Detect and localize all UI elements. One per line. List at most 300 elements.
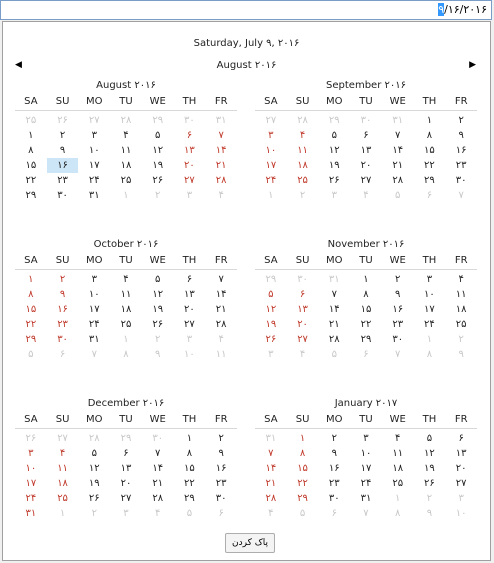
day-cell-other-month[interactable]: ۶ bbox=[218, 508, 224, 519]
day-cell[interactable]: ۲۴ bbox=[265, 175, 277, 186]
day-cell[interactable]: ۲ bbox=[59, 274, 66, 285]
day-cell[interactable]: ۱۹ bbox=[424, 463, 435, 474]
day-cell[interactable]: ۳۱ bbox=[88, 190, 100, 201]
day-cell[interactable]: ۱۰ bbox=[88, 289, 100, 300]
current-month-label[interactable]: August ۲۰۱۶ bbox=[216, 60, 277, 71]
date-input-selected-part: ۹ bbox=[438, 3, 445, 16]
day-cell[interactable]: ۲۳ bbox=[57, 319, 68, 330]
month-title: August ۲۰۱۶ bbox=[96, 80, 156, 91]
day-cell[interactable]: ۱۶ bbox=[455, 145, 467, 156]
day-cell[interactable]: ۳۱ bbox=[25, 508, 37, 519]
day-cell[interactable]: ۱۷ bbox=[88, 304, 100, 315]
day-cell[interactable]: ۲۲ bbox=[297, 478, 308, 489]
day-cell[interactable]: ۱۵ bbox=[25, 160, 37, 171]
day-cell-other-month[interactable]: ۶ bbox=[331, 508, 337, 519]
day-cell[interactable]: ۴ bbox=[458, 274, 464, 285]
day-cell[interactable]: ۸ bbox=[363, 289, 369, 300]
day-cell-other-month[interactable]: ۱۰ bbox=[455, 508, 467, 519]
day-cell-other-month[interactable]: ۳۰ bbox=[360, 115, 372, 126]
weekday-label: WE bbox=[389, 96, 406, 107]
day-cell[interactable]: ۲۹ bbox=[25, 190, 37, 201]
day-cell[interactable]: ۲۱ bbox=[392, 160, 404, 171]
weekday-label: SA bbox=[264, 255, 278, 266]
day-cell-selected[interactable]: ۱۶ bbox=[47, 158, 79, 173]
day-cell[interactable]: ۱۲ bbox=[265, 304, 277, 315]
day-cell-other-month[interactable]: ۳ bbox=[268, 349, 274, 360]
day-cell[interactable]: ۳۰ bbox=[455, 175, 467, 186]
day-cell[interactable]: ۲۱ bbox=[152, 478, 164, 489]
day-cell[interactable]: ۲۷ bbox=[297, 334, 308, 345]
day-cell[interactable]: ۱۱ bbox=[120, 145, 132, 156]
day-cell[interactable]: ۲۵ bbox=[57, 493, 68, 504]
day-cell-other-month[interactable]: ۲۸ bbox=[120, 115, 132, 126]
day-cell[interactable]: ۱۰ bbox=[88, 145, 100, 156]
day-cell[interactable]: ۲۱ bbox=[215, 304, 227, 315]
day-cell[interactable]: ۲۹ bbox=[184, 493, 195, 504]
day-cell-other-month[interactable]: ۳ bbox=[458, 493, 464, 504]
day-cell[interactable]: ۱۷ bbox=[265, 160, 277, 171]
day-cell[interactable]: ۲۵ bbox=[297, 175, 308, 186]
day-cell[interactable]: ۲۴ bbox=[424, 319, 435, 330]
weekday-label: SU bbox=[55, 414, 70, 425]
day-cell[interactable]: ۲۵ bbox=[392, 478, 404, 489]
day-cell[interactable]: ۲۲ bbox=[184, 478, 195, 489]
day-cell[interactable]: ۲۵ bbox=[120, 319, 132, 330]
day-cell-other-month[interactable]: ۱ bbox=[123, 334, 129, 345]
day-cell-other-month[interactable]: ۶ bbox=[426, 190, 433, 201]
day-cell[interactable]: ۱۳ bbox=[455, 448, 467, 459]
day-cell[interactable]: ۱۵ bbox=[360, 304, 372, 315]
day-cell[interactable]: ۲۲ bbox=[25, 319, 37, 330]
day-cell[interactable]: ۱۴ bbox=[328, 304, 340, 315]
day-cell-other-month[interactable]: ۲۹ bbox=[265, 274, 277, 285]
day-cell[interactable]: ۷ bbox=[268, 448, 274, 459]
day-cell[interactable]: ۲۱ bbox=[328, 319, 340, 330]
day-cell[interactable]: ۲۵ bbox=[455, 319, 467, 330]
day-cell[interactable]: ۱۲ bbox=[328, 145, 340, 156]
day-cell[interactable]: ۲۰ bbox=[455, 463, 467, 474]
day-cell-other-month[interactable]: ۳۰ bbox=[297, 274, 308, 285]
day-cell-other-month[interactable]: ۲ bbox=[426, 493, 433, 504]
day-cell-other-month[interactable]: ۲۸ bbox=[88, 433, 100, 444]
day-cell[interactable]: ۱۸ bbox=[120, 304, 132, 315]
day-cell[interactable]: ۲۸ bbox=[215, 319, 227, 330]
weekday-label: FR bbox=[454, 414, 468, 425]
weekday-label: SU bbox=[295, 255, 310, 266]
day-cell-other-month[interactable]: ۷ bbox=[91, 349, 97, 360]
day-cell[interactable]: ۲ bbox=[331, 433, 337, 444]
weekday-label: TU bbox=[359, 96, 373, 107]
day-cell[interactable]: ۸ bbox=[28, 145, 34, 156]
day-cell[interactable]: ۱۶ bbox=[328, 463, 340, 474]
day-cell[interactable]: ۲۶ bbox=[152, 175, 164, 186]
day-cell[interactable]: ۲۶ bbox=[328, 175, 340, 186]
day-cell-other-month[interactable]: ۳ bbox=[123, 508, 129, 519]
weekday-label: SU bbox=[55, 96, 70, 107]
day-cell-other-month[interactable]: ۲۷ bbox=[88, 115, 100, 126]
day-cell[interactable]: ۳ bbox=[91, 130, 97, 141]
day-cell[interactable]: ۶ bbox=[186, 130, 193, 141]
day-cell[interactable]: ۹ bbox=[395, 289, 401, 300]
day-cell-other-month[interactable]: ۳۱ bbox=[215, 115, 227, 126]
day-cell[interactable]: ۲۰ bbox=[184, 160, 195, 171]
day-cell[interactable]: ۲۴ bbox=[88, 319, 100, 330]
day-cell[interactable]: ۷ bbox=[395, 130, 401, 141]
day-cell[interactable]: ۱۶ bbox=[57, 304, 68, 315]
day-cell[interactable]: ۹ bbox=[59, 289, 66, 300]
day-cell-other-month[interactable]: ۴ bbox=[363, 190, 369, 201]
day-cell-other-month[interactable]: ۲۷ bbox=[57, 433, 68, 444]
day-cell[interactable]: ۵ bbox=[331, 130, 337, 141]
day-cell-other-month[interactable]: ۳ bbox=[186, 334, 193, 345]
day-cell[interactable]: ۱ bbox=[426, 115, 433, 126]
day-cell-other-month[interactable]: ۲۵ bbox=[25, 115, 37, 126]
day-cell[interactable]: ۱۷ bbox=[360, 463, 372, 474]
day-cell[interactable]: ۲۵ bbox=[120, 175, 132, 186]
day-cell-other-month[interactable]: ۱۱ bbox=[215, 349, 227, 360]
day-cell[interactable]: ۴ bbox=[123, 130, 129, 141]
day-cell[interactable]: ۳۱ bbox=[88, 334, 100, 345]
weekday-label: SA bbox=[24, 255, 38, 266]
month-panel-october-2016 bbox=[15, 237, 237, 377]
day-cell[interactable]: ۲۳ bbox=[392, 319, 404, 330]
day-cell[interactable]: ۲۸ bbox=[265, 493, 277, 504]
day-cell[interactable]: ۱۴ bbox=[215, 145, 227, 156]
day-cell[interactable]: ۱۴ bbox=[392, 145, 404, 156]
day-cell-other-month[interactable]: ۵ bbox=[299, 508, 306, 519]
day-cell[interactable]: ۲۸ bbox=[328, 334, 340, 345]
day-cell-other-month[interactable]: ۴ bbox=[268, 508, 274, 519]
day-cell-other-month[interactable]: ۴ bbox=[299, 349, 306, 360]
day-grid bbox=[15, 272, 237, 362]
day-cell-other-month[interactable]: ۱ bbox=[268, 190, 274, 201]
weekday-label: SA bbox=[264, 96, 278, 107]
weekday-label: TH bbox=[182, 255, 197, 266]
day-cell[interactable]: ۱۵ bbox=[25, 304, 37, 315]
weekday-label: WE bbox=[149, 96, 166, 107]
day-cell[interactable]: ۱۴ bbox=[215, 289, 227, 300]
day-cell[interactable]: ۱۸ bbox=[57, 478, 68, 489]
day-cell[interactable]: ۱۰ bbox=[424, 289, 435, 300]
day-cell[interactable]: ۲۰ bbox=[184, 304, 195, 315]
day-cell-other-month[interactable]: ۲۶ bbox=[57, 115, 68, 126]
weekday-label: SU bbox=[295, 414, 310, 425]
day-grid bbox=[255, 431, 477, 521]
day-cell[interactable]: ۱۹ bbox=[152, 304, 164, 315]
month-panel-august-2016 bbox=[15, 78, 237, 218]
day-cell[interactable]: ۳ bbox=[363, 433, 369, 444]
day-cell-other-month[interactable]: ۶ bbox=[363, 349, 369, 360]
day-cell[interactable]: ۱ bbox=[363, 274, 369, 285]
day-cell-other-month[interactable]: ۵ bbox=[395, 190, 401, 201]
day-cell-other-month[interactable]: ۲ bbox=[91, 508, 97, 519]
day-cell[interactable]: ۵ bbox=[155, 274, 161, 285]
day-cell[interactable]: ۴ bbox=[59, 448, 66, 459]
day-cell[interactable]: ۲۶ bbox=[152, 319, 164, 330]
day-cell[interactable]: ۱ bbox=[186, 433, 193, 444]
day-cell[interactable]: ۱۵ bbox=[297, 463, 308, 474]
day-cell[interactable]: ۳۰ bbox=[328, 493, 340, 504]
day-cell[interactable]: ۲۲ bbox=[25, 175, 37, 186]
day-cell[interactable]: ۲۰ bbox=[120, 478, 132, 489]
day-cell[interactable]: ۴ bbox=[395, 433, 401, 444]
weekday-label: MO bbox=[86, 414, 103, 425]
day-cell[interactable]: ۲ bbox=[458, 115, 464, 126]
day-cell-other-month[interactable]: ۵ bbox=[331, 349, 337, 360]
day-cell[interactable]: ۱۰ bbox=[265, 145, 277, 156]
day-cell-other-month[interactable]: ۲۹ bbox=[152, 115, 164, 126]
day-cell-other-month[interactable]: ۳۱ bbox=[392, 115, 404, 126]
day-cell-other-month[interactable]: ۱ bbox=[395, 493, 401, 504]
day-cell[interactable]: ۲۴ bbox=[25, 493, 37, 504]
day-cell[interactable]: ۳۰ bbox=[57, 334, 68, 345]
day-cell[interactable]: ۳ bbox=[91, 274, 97, 285]
day-cell-other-month[interactable]: ۲ bbox=[458, 334, 464, 345]
day-cell[interactable]: ۳۱ bbox=[360, 493, 372, 504]
day-cell[interactable]: ۱۵ bbox=[424, 145, 435, 156]
day-cell[interactable]: ۸ bbox=[28, 289, 34, 300]
day-cell[interactable]: ۵ bbox=[268, 289, 274, 300]
day-cell-other-month[interactable]: ۲ bbox=[299, 190, 306, 201]
day-cell[interactable]: ۳ bbox=[28, 448, 34, 459]
weekday-label: TU bbox=[119, 96, 133, 107]
day-cell-other-month[interactable]: ۱ bbox=[59, 508, 66, 519]
day-cell[interactable]: ۶ bbox=[363, 130, 369, 141]
day-cell[interactable]: ۱۰ bbox=[360, 448, 372, 459]
weekday-label: MO bbox=[326, 96, 343, 107]
day-cell[interactable]: ۱۱ bbox=[120, 289, 132, 300]
day-cell[interactable]: ۳ bbox=[426, 274, 433, 285]
weekday-label: TH bbox=[182, 414, 197, 425]
day-cell-other-month[interactable]: ۲ bbox=[155, 190, 161, 201]
day-cell[interactable]: ۱۸ bbox=[392, 463, 404, 474]
day-cell[interactable]: ۲۲ bbox=[360, 319, 372, 330]
day-cell-other-month[interactable]: ۳ bbox=[186, 190, 193, 201]
day-cell[interactable]: ۲۸ bbox=[392, 175, 404, 186]
day-cell[interactable]: ۶ bbox=[123, 448, 129, 459]
weekday-label: MO bbox=[326, 414, 343, 425]
day-cell[interactable]: ۳۰ bbox=[57, 190, 68, 201]
day-cell[interactable]: ۲۳ bbox=[215, 478, 227, 489]
day-cell[interactable]: ۱۷ bbox=[25, 478, 37, 489]
day-cell[interactable]: ۲۰ bbox=[297, 319, 308, 330]
weekday-label: TH bbox=[422, 255, 437, 266]
day-cell[interactable]: ۱۳ bbox=[184, 145, 195, 156]
weekday-label: TH bbox=[182, 96, 197, 107]
day-cell-other-month[interactable]: ۸ bbox=[123, 349, 129, 360]
day-cell[interactable]: ۲۸ bbox=[152, 493, 164, 504]
weekday-header bbox=[15, 253, 237, 270]
day-cell-other-month[interactable]: ۴ bbox=[155, 508, 161, 519]
day-cell[interactable]: ۸ bbox=[186, 448, 193, 459]
day-cell[interactable]: ۱۰ bbox=[25, 463, 37, 474]
day-cell[interactable]: ۷ bbox=[218, 274, 224, 285]
day-cell[interactable]: ۱۳ bbox=[184, 289, 195, 300]
day-cell[interactable]: ۶ bbox=[299, 289, 306, 300]
day-cell-other-month[interactable]: ۴ bbox=[218, 190, 224, 201]
day-cell[interactable]: ۳ bbox=[268, 130, 274, 141]
day-cell[interactable]: ۲۹ bbox=[424, 175, 435, 186]
day-cell[interactable]: ۲۹ bbox=[297, 493, 308, 504]
day-cell[interactable]: ۲۶ bbox=[424, 478, 435, 489]
day-cell[interactable]: ۱۱ bbox=[455, 289, 467, 300]
day-cell[interactable]: ۹ bbox=[331, 448, 337, 459]
day-cell[interactable]: ۲۳ bbox=[455, 160, 467, 171]
day-cell-other-month[interactable]: ۷ bbox=[458, 190, 464, 201]
day-cell[interactable]: ۶ bbox=[458, 433, 464, 444]
day-cell[interactable]: ۸ bbox=[299, 448, 306, 459]
date-input-rest: /۱۶/۲۰۱۶ bbox=[444, 3, 487, 16]
day-cell[interactable]: ۸ bbox=[426, 130, 433, 141]
day-cell[interactable]: ۱۵ bbox=[184, 463, 195, 474]
day-cell[interactable]: ۱۲ bbox=[424, 448, 435, 459]
day-cell[interactable]: ۳۰ bbox=[215, 493, 227, 504]
date-input-value bbox=[438, 3, 487, 16]
day-cell[interactable]: ۲ bbox=[218, 433, 224, 444]
day-cell-other-month[interactable]: ۹ bbox=[458, 349, 464, 360]
day-cell-other-month[interactable]: ۸ bbox=[395, 508, 401, 519]
day-cell[interactable]: ۱۳ bbox=[360, 145, 372, 156]
day-cell[interactable]: ۲۶ bbox=[265, 334, 277, 345]
day-cell-other-month[interactable]: ۹ bbox=[155, 349, 161, 360]
day-cell[interactable]: ۱۶ bbox=[215, 463, 227, 474]
day-cell-other-month[interactable]: ۷ bbox=[363, 508, 369, 519]
day-cell[interactable]: ۵ bbox=[155, 130, 161, 141]
day-cell[interactable]: ۲۸ bbox=[215, 175, 227, 186]
day-cell-other-month[interactable]: ۳۱ bbox=[265, 433, 277, 444]
day-cell[interactable]: ۹ bbox=[59, 145, 66, 156]
day-grid bbox=[255, 272, 477, 362]
weekday-header bbox=[255, 412, 477, 429]
day-cell[interactable]: ۱۲ bbox=[152, 289, 164, 300]
day-cell[interactable]: ۲۰ bbox=[360, 160, 372, 171]
day-cell-other-month[interactable]: ۲ bbox=[155, 334, 161, 345]
day-cell-other-month[interactable]: ۴ bbox=[218, 334, 224, 345]
month-title: December ۲۰۱۶ bbox=[87, 398, 165, 409]
day-cell-other-month[interactable]: ۸ bbox=[426, 349, 433, 360]
day-cell[interactable]: ۷ bbox=[155, 448, 161, 459]
day-cell-other-month[interactable]: ۳۱ bbox=[328, 274, 340, 285]
day-cell-other-month[interactable]: ۲۹ bbox=[120, 433, 132, 444]
day-cell[interactable]: ۷ bbox=[331, 289, 337, 300]
day-cell[interactable]: ۱ bbox=[28, 130, 34, 141]
day-cell-other-month[interactable]: ۵ bbox=[28, 349, 34, 360]
day-cell[interactable]: ۷ bbox=[218, 130, 224, 141]
day-cell[interactable]: ۱۱ bbox=[392, 448, 404, 459]
weekday-label: FR bbox=[214, 96, 228, 107]
weekday-header bbox=[15, 94, 237, 111]
day-cell[interactable]: ۲۶ bbox=[88, 493, 100, 504]
day-cell[interactable]: ۲۷ bbox=[120, 493, 132, 504]
day-cell-other-month[interactable]: ۷ bbox=[395, 349, 401, 360]
day-cell[interactable]: ۲۹ bbox=[25, 334, 37, 345]
day-cell[interactable]: ۳۰ bbox=[392, 334, 404, 345]
clear-button[interactable]: پاک کردن bbox=[225, 533, 275, 553]
date-input[interactable] bbox=[0, 0, 492, 20]
day-cell[interactable]: ۱۹ bbox=[265, 319, 277, 330]
day-cell[interactable]: ۲۴ bbox=[88, 175, 100, 186]
day-cell-other-month[interactable]: ۶ bbox=[59, 349, 66, 360]
day-cell[interactable]: ۱۲ bbox=[88, 463, 100, 474]
day-cell[interactable]: ۴ bbox=[123, 274, 129, 285]
day-cell[interactable]: ۱۸ bbox=[297, 160, 308, 171]
day-cell[interactable]: ۹ bbox=[218, 448, 224, 459]
day-cell-other-month[interactable]: ۵ bbox=[186, 508, 193, 519]
day-cell[interactable]: ۲۱ bbox=[265, 478, 277, 489]
day-cell[interactable]: ۲۳ bbox=[57, 175, 68, 186]
day-cell[interactable]: ۱۹ bbox=[328, 160, 340, 171]
day-cell[interactable]: ۱۴ bbox=[265, 463, 277, 474]
day-cell[interactable]: ۱۷ bbox=[424, 304, 435, 315]
day-cell-other-month[interactable]: ۱ bbox=[426, 334, 433, 345]
day-cell[interactable]: ۲۷ bbox=[184, 175, 195, 186]
day-cell-other-month[interactable]: ۳۰ bbox=[152, 433, 164, 444]
day-cell[interactable]: ۱۸ bbox=[120, 160, 132, 171]
day-cell[interactable]: ۲ bbox=[395, 274, 401, 285]
month-title: November ۲۰۱۶ bbox=[327, 239, 405, 250]
day-cell[interactable]: ۱۲ bbox=[152, 145, 164, 156]
day-cell[interactable]: ۹ bbox=[458, 130, 464, 141]
day-cell[interactable]: ۲۷ bbox=[184, 319, 195, 330]
day-cell-other-month[interactable]: ۲۹ bbox=[328, 115, 340, 126]
day-cell[interactable]: ۱۴ bbox=[152, 463, 164, 474]
weekday-label: TH bbox=[422, 96, 437, 107]
weekday-label: MO bbox=[86, 96, 103, 107]
day-cell[interactable]: ۱۱ bbox=[297, 145, 308, 156]
day-cell[interactable]: ۱۱ bbox=[57, 463, 68, 474]
weekday-label: SU bbox=[55, 255, 70, 266]
day-cell[interactable]: ۲۷ bbox=[360, 175, 372, 186]
triangle-left-icon[interactable]: ◀ bbox=[15, 60, 22, 70]
weekday-label: SA bbox=[264, 414, 278, 425]
day-cell-other-month[interactable]: ۲۸ bbox=[297, 115, 308, 126]
day-cell[interactable]: ۶ bbox=[186, 274, 193, 285]
day-cell-other-month[interactable]: ۳۰ bbox=[184, 115, 195, 126]
day-cell[interactable]: ۱۹ bbox=[88, 478, 100, 489]
day-grid bbox=[255, 113, 477, 203]
day-cell[interactable]: ۲ bbox=[59, 130, 66, 141]
day-cell[interactable]: ۲۱ bbox=[215, 160, 227, 171]
day-cell[interactable]: ۵ bbox=[426, 433, 433, 444]
today-link[interactable]: Saturday, July ۹, ۲۰۱۶ bbox=[193, 38, 300, 49]
day-cell[interactable]: ۲۴ bbox=[360, 478, 372, 489]
day-cell[interactable]: ۴ bbox=[299, 130, 306, 141]
weekday-label: TU bbox=[359, 255, 373, 266]
day-cell-other-month[interactable]: ۳ bbox=[331, 190, 337, 201]
day-cell[interactable]: ۱۸ bbox=[455, 304, 467, 315]
triangle-right-icon[interactable]: ▶ bbox=[469, 60, 476, 70]
day-cell-other-month[interactable]: ۲۶ bbox=[25, 433, 37, 444]
day-cell[interactable]: ۲۹ bbox=[360, 334, 372, 345]
day-cell[interactable]: ۲۲ bbox=[424, 160, 435, 171]
day-cell-other-month[interactable]: ۲۷ bbox=[265, 115, 277, 126]
day-cell-other-month[interactable]: ۱ bbox=[123, 190, 129, 201]
calendar-popup bbox=[2, 21, 491, 561]
day-cell-other-month[interactable]: ۹ bbox=[426, 508, 433, 519]
day-cell[interactable]: ۱۷ bbox=[88, 160, 100, 171]
month-panel-january-2017 bbox=[255, 396, 477, 536]
day-cell[interactable]: ۱۶ bbox=[392, 304, 404, 315]
day-cell[interactable]: ۲۷ bbox=[455, 478, 467, 489]
day-cell[interactable]: ۵ bbox=[91, 448, 97, 459]
day-cell[interactable]: ۱۳ bbox=[297, 304, 308, 315]
day-cell[interactable]: ۱۹ bbox=[152, 160, 164, 171]
day-cell[interactable]: ۱ bbox=[299, 433, 306, 444]
day-cell[interactable]: ۲۳ bbox=[328, 478, 340, 489]
day-cell[interactable]: ۱۳ bbox=[120, 463, 132, 474]
day-cell[interactable]: ۱ bbox=[28, 274, 34, 285]
day-cell-other-month[interactable]: ۱۰ bbox=[184, 349, 195, 360]
